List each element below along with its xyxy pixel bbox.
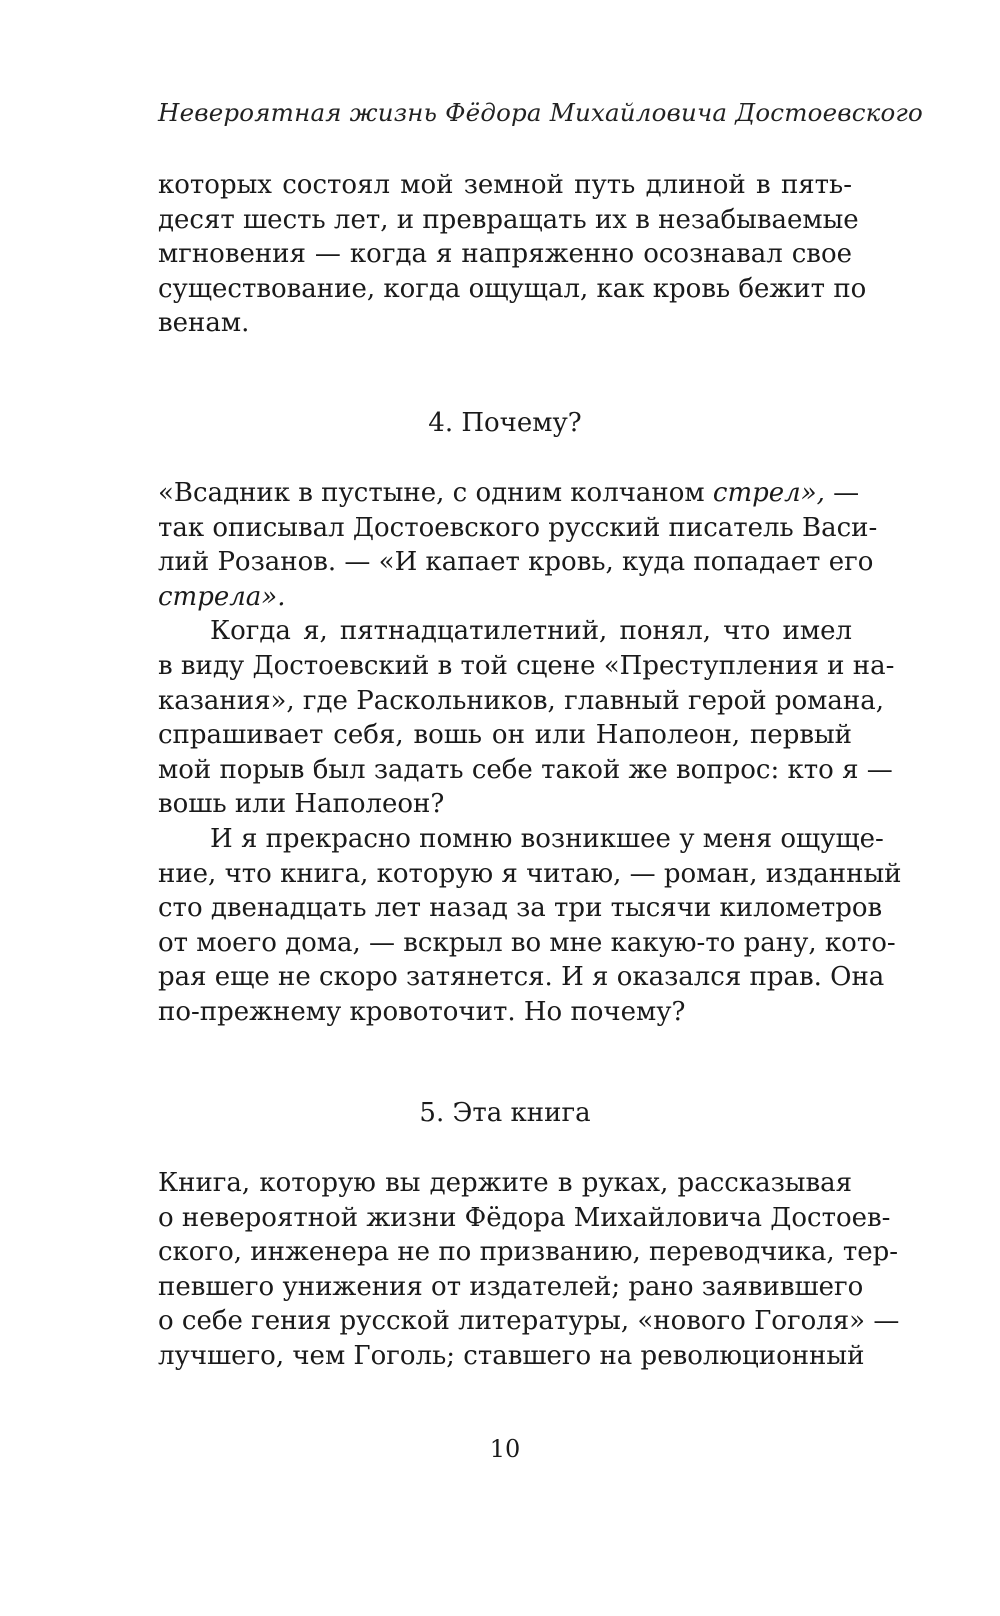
italic-text: стрела». <box>158 581 286 612</box>
text-line: мой порыв был задать себе такой же вопрос: кто я — <box>158 754 893 785</box>
text-line <box>158 476 860 511</box>
page-number: 10 <box>489 1435 521 1463</box>
text-line: рая еще не скоро затянется. И я оказался прав. Она <box>158 962 885 993</box>
text-line: которых состоял мой земной путь длиной в пять- <box>158 170 852 200</box>
text-line: так описывал Достоевского русский писатель Васи- <box>158 512 878 543</box>
text-line: мгновения — когда я напряженно осознавал свое <box>158 239 852 270</box>
text-line: ние, что книга, которую я читаю, — роман, изданный <box>158 858 902 889</box>
running-head: Невероятная жизнь Фёдора Михайловича Достоевского <box>158 98 923 127</box>
text-line: певшего унижения от издателей; рано заявившего <box>158 1271 864 1302</box>
text-line: в виду Достоевский в той сцене «Преступления и на- <box>158 650 895 681</box>
text-line: лучшего, чем Гоголь; ставшего на революционный <box>158 1340 865 1371</box>
text-line: ского, инженера не по призванию, переводчика, тер- <box>158 1237 899 1268</box>
intro-paragraph <box>158 168 867 341</box>
text-line: вошь или Наполеон? <box>158 789 445 820</box>
text-line: венам. <box>158 308 250 339</box>
text-line: Книга, которую вы держите в руках, рассказывая <box>158 1168 852 1198</box>
section-5-paragraph-1 <box>158 1166 900 1374</box>
text-line: о себе гения русской литературы, «нового Гоголя» — <box>158 1306 900 1337</box>
text-line: о невероятной жизни Фёдора Михайловича Достоев- <box>158 1202 891 1233</box>
text-line: лий Розанов. — «И капает кровь, куда попадает его <box>158 547 874 578</box>
italic-text: стрел», <box>712 478 825 508</box>
text-line: десят шесть лет, и превращать их в незабываемые <box>158 204 859 235</box>
section-4-paragraph-3 <box>158 822 902 1030</box>
text-line: Когда я, пятнадцатилетний, понял, что имел <box>210 616 852 647</box>
text-line: казания», где Раскольников, главный герой романа, <box>158 685 884 716</box>
section-4-paragraph-1 <box>158 476 878 614</box>
text-line <box>158 580 852 615</box>
quote-text: «Всадник в пустыне, с одним колчаном <box>158 478 713 508</box>
section-4-paragraph-2 <box>158 614 895 822</box>
text-line: сто двенадцать лет назад за три тысячи километров <box>158 893 883 924</box>
book-page <box>158 0 923 1616</box>
text-line: И я прекрасно помню возникшее у меня ощуще- <box>210 824 884 854</box>
text-line: существование, когда ощущал, как кровь бежит по <box>158 273 867 304</box>
section-heading-4: 4. Почему? <box>428 408 582 438</box>
text-line: по-прежнему кровоточит. Но почему? <box>158 996 686 1027</box>
section-heading-5: 5. Эта книга <box>419 1098 591 1128</box>
text-line: от моего дома, — вскрыл во мне какую-то рану, кото- <box>158 927 896 958</box>
text-line: спрашивает себя, вошь он или Наполеон, первый <box>158 720 852 751</box>
dash-text: — <box>824 478 860 508</box>
